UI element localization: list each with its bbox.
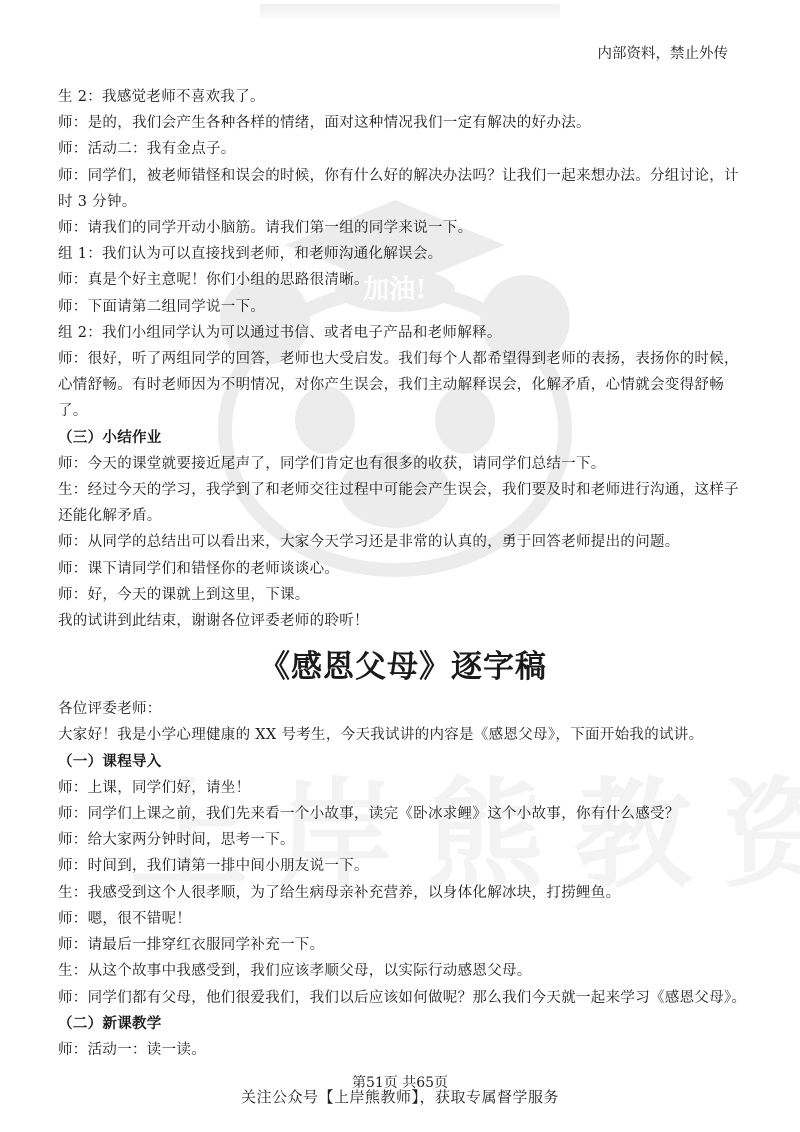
dialogue-line: 师：给大家两分钟时间，思考一下。 — [58, 832, 295, 849]
dialogue-line: 师：请最后一排穿红衣服同学补充一下。 — [58, 937, 325, 954]
confidential-note: 内部资料，禁止外传 — [597, 46, 728, 62]
dialogue-line: 组 1：我们认为可以直接找到老师，和老师沟通化解误会。 — [58, 246, 443, 263]
dialogue-line: 师：是的，我们会产生各种各样的情绪，面对这种情况我们一定有解决的好办法。 — [58, 115, 591, 132]
dialogue-line: 师：好，今天的课就上到这里，下课。 — [58, 586, 310, 603]
logo-badge-text: 加油! — [363, 275, 427, 305]
dialogue-line: 师：活动二：我有金点子。 — [58, 141, 236, 158]
document-body — [58, 84, 748, 1063]
salutation: 各位评委老师： — [58, 701, 162, 718]
dialogue-line: 生：从这个故事中我感受到，我们应该孝顺父母，以实际行动感恩父母。 — [58, 963, 532, 980]
dialogue-line: 师：今天的课堂就要接近尾声了，同学们肯定也有很多的收获，请同学们总结一下。 — [58, 455, 606, 472]
intro-line: 大家好！我是小学心理健康的 XX 号考生，今天我试讲的内容是《感恩父母》，下面开始我的试讲。 — [58, 727, 704, 744]
dialogue-line: 师：很好，听了两组同学的回答，老师也大受启发。我们每个人都希望得到老师的表扬，表扬你的时候，心情舒畅。有时老师因为不明情况，对你产生误会，我们主动解释误会，化解矛盾，心情就会变得舒畅了。 — [58, 351, 739, 420]
dialogue-line: 师：从同学的总结出可以看出来，大家今天学习还是非常的认真的，勇于回答老师提出的问题。 — [58, 534, 680, 551]
dialogue-line: 生：我感受到这个人很孝顺，为了给生病母亲补充营养，以身体化解冰块，打捞鲤鱼。 — [58, 884, 621, 901]
dialogue-line: 师：请我们的同学开动小脑筋。请我们第一组的同学来说一下。 — [58, 220, 473, 237]
top-faint-header-strip — [260, 4, 560, 18]
dialogue-line: 师：同学们，被老师错怪和误会的时候，你有什么好的解决办法吗？让我们一起来想办法。分组讨论，计时 3 分钟。 — [58, 167, 739, 210]
dialogue-line: 师：下面请第二组同学说一下。 — [58, 298, 266, 315]
dialogue-line: 生 2：我感觉老师不喜欢我了。 — [58, 89, 265, 105]
dialogue-line: 师：真是个好主意呢！你们小组的思路很清晰。 — [58, 272, 369, 289]
document-title: 《感恩父母》逐字稿 — [259, 649, 547, 686]
section-heading-new: （二）新课教学 — [58, 1014, 162, 1032]
dialogue-line: 师：同学们上课之前，我们先来看一个小故事，读完《卧冰求鲤》这个小故事，你有什么感受？ — [58, 806, 680, 823]
dialogue-line: 组 2：我们小组同学认为可以通过书信、或者电子产品和老师解释。 — [58, 324, 502, 341]
section-heading-intro: （一）课程导入 — [58, 752, 162, 770]
dialogue-line: 师：同学们都有父母，他们很爱我们，我们以后应该如何做呢？那么我们今天就一起来学习《感恩父母》。 — [58, 989, 747, 1006]
dialogue-line: 师：课下请同学们和错怪你的老师谈谈心。 — [58, 560, 340, 577]
closing-line: 我的试讲到此结束，谢谢各位评委老师的聆听！ — [58, 613, 369, 630]
dialogue-line: 师：上课，同学们好，请坐！ — [58, 779, 251, 796]
dialogue-line: 师：活动一：读一读。 — [58, 1041, 206, 1058]
dialogue-line: 师：时间到，我们请第一排中间小朋友说一下。 — [58, 858, 369, 875]
section-heading-summary: （三）小结作业 — [58, 428, 162, 446]
dialogue-line: 师：嗯，很不错呢！ — [58, 910, 192, 927]
dialogue-line: 生：经过今天的学习，我学到了和老师交往过程中可能会产生误会，我们要及时和老师进行沟通，这样子还能化解矛盾。 — [58, 482, 739, 525]
page-number: 第51页 共65页 — [351, 1075, 449, 1091]
footer-promo: 关注公众号【上岸熊教师】，获取专属督学服务 — [240, 1088, 559, 1106]
